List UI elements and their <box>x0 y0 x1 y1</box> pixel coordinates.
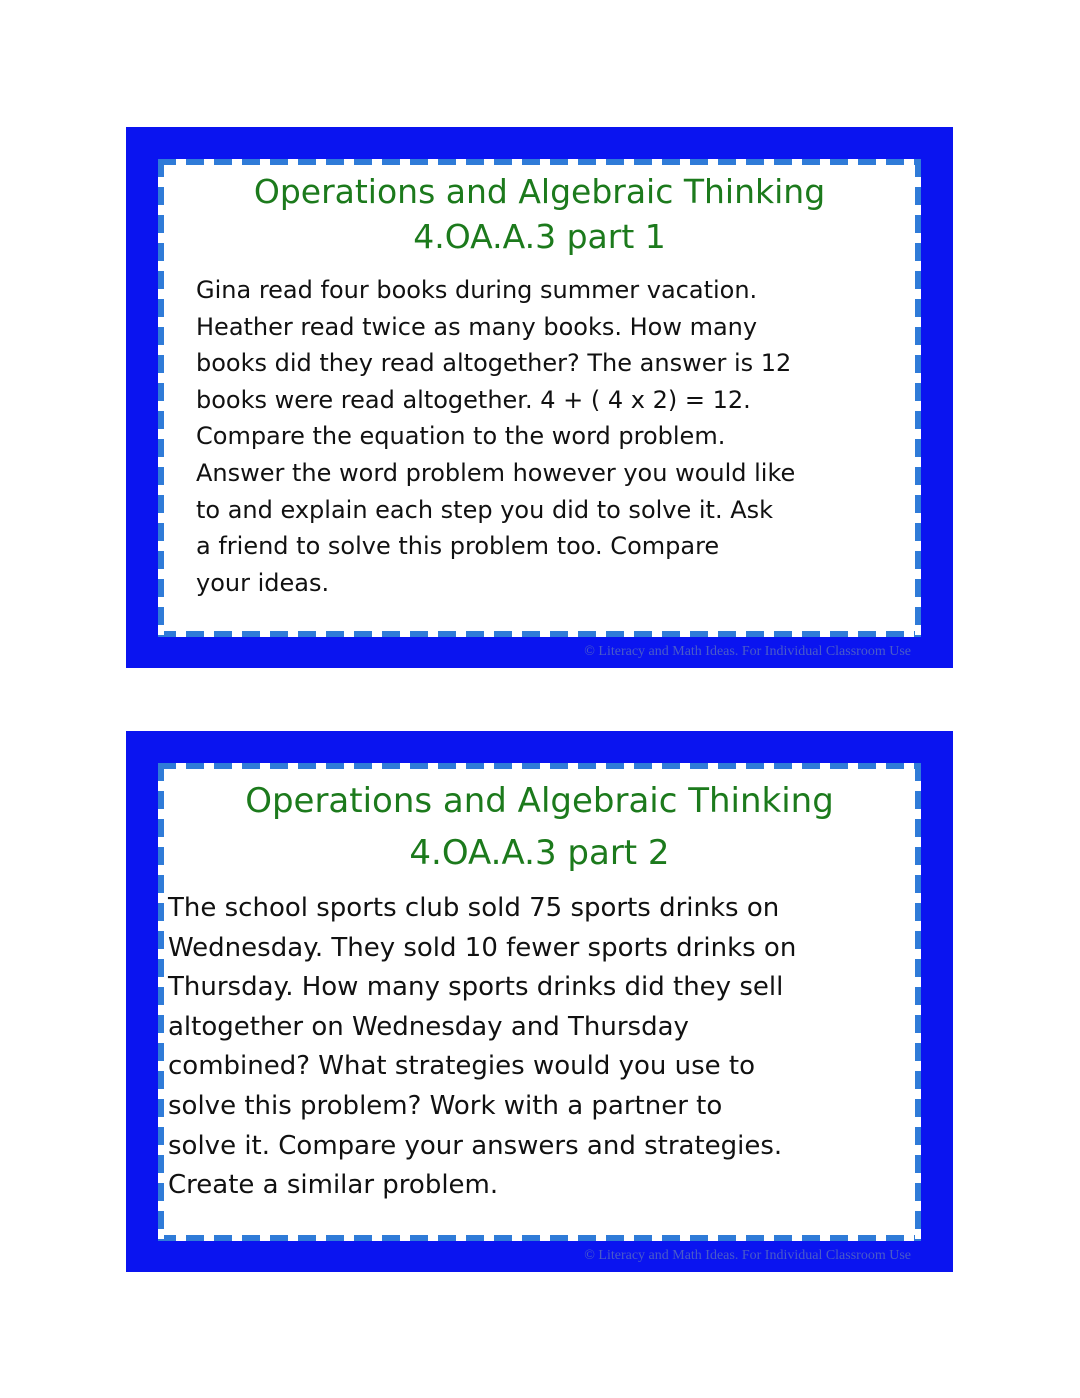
copyright-footer: © Literacy and Math Ideas. For Individual Classroom Use <box>584 1248 911 1263</box>
card-title-line2: 4.OA.A.3 part 2 <box>409 833 670 873</box>
body-line: Create a similar problem. <box>168 1170 499 1201</box>
copyright-footer: © Literacy and Math Ideas. For Individual Classroom Use <box>584 644 911 659</box>
body-line: altogether on Wednesday and Thursday <box>168 1011 689 1042</box>
card-inner-panel <box>158 159 921 637</box>
body-line: solve this problem? Work with a partner to <box>168 1090 723 1121</box>
body-line: to and explain each step you did to solve it. Ask <box>196 495 774 524</box>
card-title <box>158 169 921 259</box>
task-card-2 <box>126 731 953 1272</box>
card-title-line1: Operations and Algebraic Thinking <box>253 172 826 211</box>
body-line: The school sports club sold 75 sports drinks on <box>168 893 780 923</box>
card-body <box>196 272 916 601</box>
body-line: Wednesday. They sold 10 fewer sports drinks on <box>168 932 797 963</box>
body-line: Gina read four books during summer vacation. <box>196 276 758 304</box>
card-title-line2: 4.OA.A.3 part 1 <box>413 217 666 256</box>
body-line: combined? What strategies would you use to <box>168 1051 756 1082</box>
card-body <box>168 889 918 1206</box>
body-line: solve it. Compare your answers and strategies. <box>168 1130 783 1161</box>
body-line: Answer the word problem however you would like <box>196 458 796 487</box>
body-line: books were read altogether. 4 + ( 4 x 2) = 12. <box>196 385 751 414</box>
dashed-border-bottom <box>158 1235 921 1241</box>
card-inner-panel <box>158 763 921 1241</box>
body-line: Compare the equation to the word problem. <box>196 422 726 451</box>
dashed-border-bottom <box>158 631 921 637</box>
body-line: a friend to solve this problem too. Compare <box>196 532 720 561</box>
body-line: Thursday. How many sports drinks did they sell <box>168 972 784 1003</box>
card-title <box>158 775 921 879</box>
task-card-1 <box>126 127 953 668</box>
dashed-border-top <box>158 763 921 769</box>
dashed-border-top <box>158 159 921 165</box>
body-line: Heather read twice as many books. How many <box>196 312 758 341</box>
body-line: books did they read altogether? The answer is 12 <box>196 349 792 378</box>
card-title-line1: Operations and Algebraic Thinking <box>245 781 834 821</box>
body-line: your ideas. <box>196 568 330 597</box>
